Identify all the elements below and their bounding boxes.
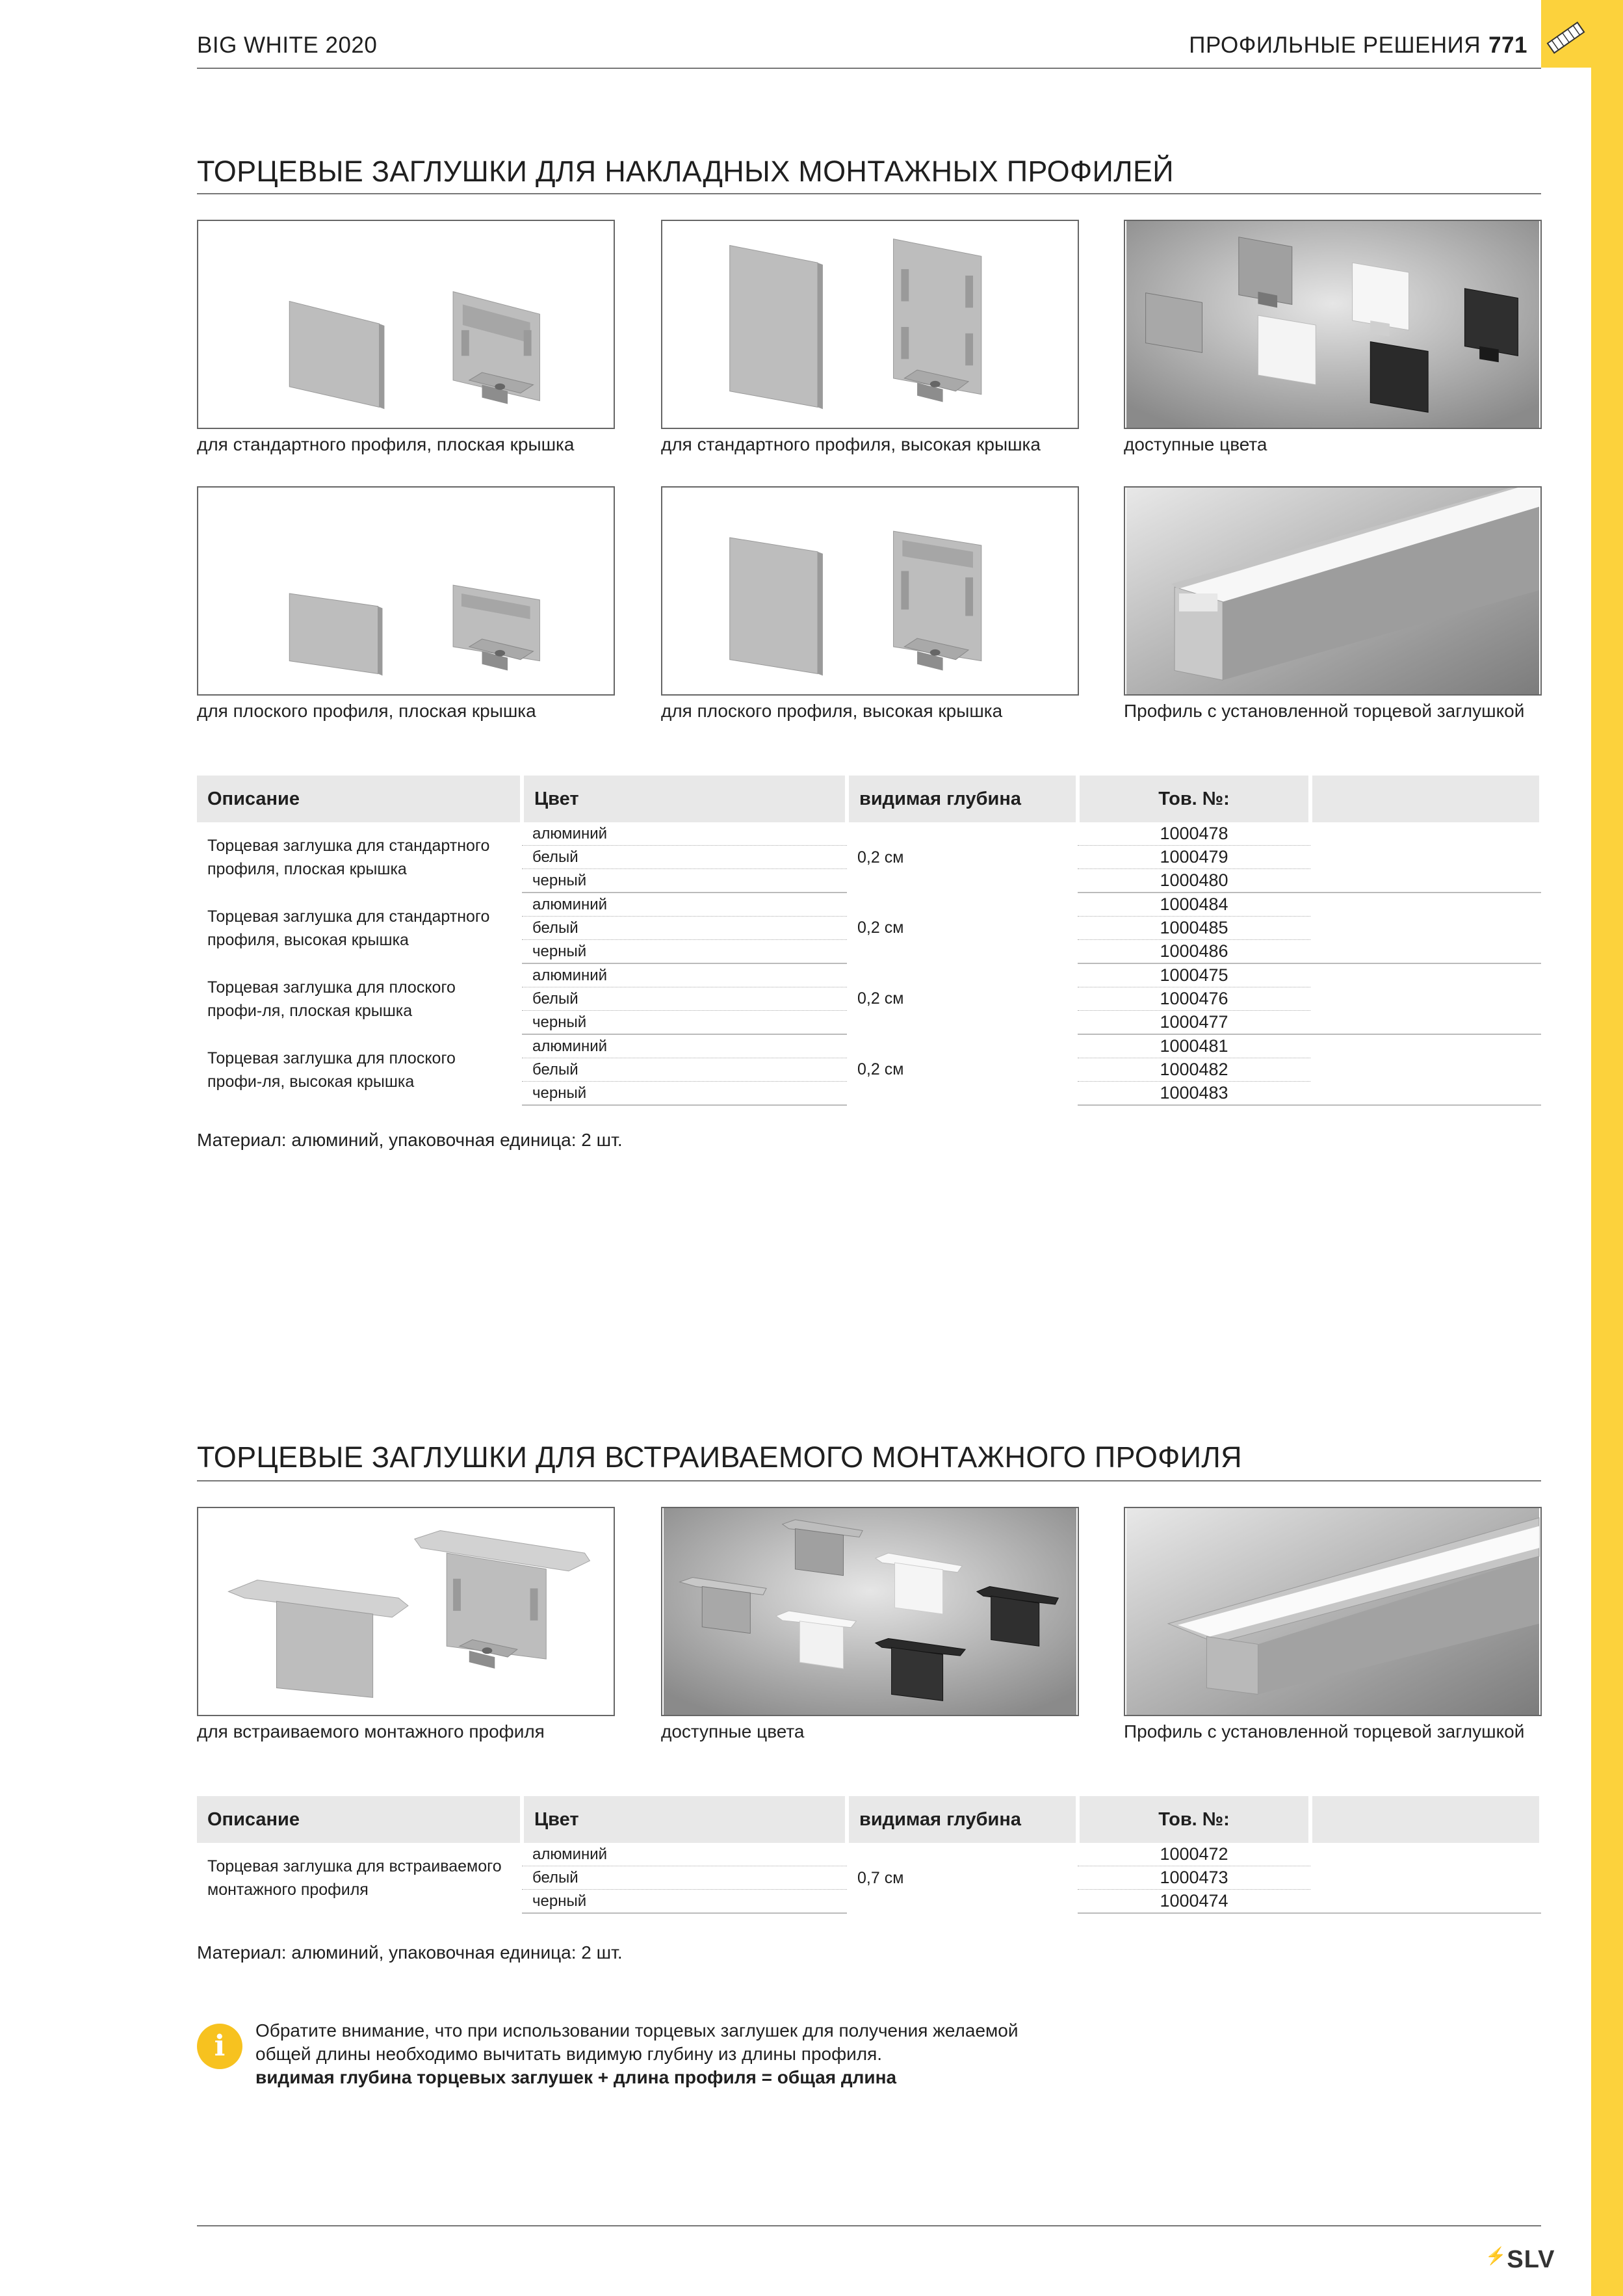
item-number-cell: 1000485: [1078, 917, 1310, 940]
th-description: Описание: [197, 1796, 522, 1843]
color-cell: белый: [522, 917, 847, 940]
desc-cell: Торцевая заглушка для стандартного профиля, плоская крышка: [207, 837, 490, 878]
caption-flat-high: для плоского профиля, высокая крышка: [661, 701, 1003, 721]
item-number-cell: 1000481: [1078, 1034, 1310, 1058]
depth-cell: 0,2 см: [857, 848, 904, 867]
table-row: [197, 963, 1541, 987]
th-depth: видимая глубина: [847, 1796, 1078, 1843]
header-divider: [197, 68, 1541, 69]
catalog-title: BIG WHITE 2020: [197, 33, 378, 58]
th-color: Цвет: [522, 776, 847, 822]
color-cell: алюминий: [522, 1034, 847, 1058]
caption-flat-flat: для плоского профиля, плоская крышка: [197, 701, 536, 721]
product-image-recessed: [197, 1507, 615, 1716]
item-number-cell: 1000472: [1078, 1843, 1310, 1866]
depth-cell: 0,7 см: [857, 1868, 904, 1887]
info-formula: [255, 2066, 1018, 2089]
depth-cell: 0,2 см: [857, 1060, 904, 1078]
color-cell: алюминий: [522, 822, 847, 846]
bolt-icon: ⚡: [1485, 2246, 1507, 2265]
footer-divider: [197, 2225, 1541, 2226]
color-cell: белый: [522, 1866, 847, 1890]
material-note-1: Материал: алюминий, упаковочная единица: 2 шт.: [197, 1130, 623, 1150]
table-row: [197, 1034, 1541, 1058]
chapter-title: ПРОФИЛЬНЫЕ РЕШЕНИЯ: [1189, 33, 1481, 58]
product-image-flat-flat: [197, 486, 615, 696]
item-number-cell: 1000479: [1078, 846, 1310, 869]
product-image-flat-high: [661, 486, 1079, 696]
table-row: [197, 893, 1541, 917]
table-row: [197, 822, 1541, 846]
color-cell: черный: [522, 940, 847, 964]
th-color: Цвет: [522, 1796, 847, 1843]
th-depth: видимая глубина: [847, 776, 1078, 822]
profile-installed-image-recessed: [1124, 1507, 1542, 1716]
chapter-header: [975, 33, 1527, 59]
info-line-1: Обратите внимание, что при использовании торцевых заглушек для получения желаемой: [255, 2020, 1019, 2041]
brand-logo: [1485, 2246, 1555, 2274]
desc-cell: Торцевая заглушка для стандартного профиля, высокая крышка: [207, 907, 490, 949]
caption-available-colors: доступные цвета: [1124, 434, 1267, 454]
table-header-row: [197, 776, 1541, 822]
depth-cell: 0,2 см: [857, 989, 904, 1008]
color-cell: белый: [522, 1058, 847, 1082]
color-cell: белый: [522, 846, 847, 869]
desc-cell: Торцевая заглушка для плоского профи-ля, плоская крышка: [207, 978, 456, 1020]
item-number-cell: 1000482: [1078, 1058, 1310, 1082]
color-cell: алюминий: [522, 893, 847, 917]
caption-standard-flat: для стандартного профиля, плоская крышка: [197, 434, 575, 454]
profile-icon: [1541, 0, 1591, 68]
info-formula-text: видимая глубина торцевых заглушек + длина профиля = общая длина: [255, 2067, 897, 2087]
product-image-standard-flat: [197, 220, 615, 429]
desc-cell: Торцевая заглушка для плоского профи-ля, высокая крышка: [207, 1049, 456, 1091]
item-number-cell: 1000477: [1078, 1011, 1310, 1035]
item-number-cell: 1000478: [1078, 822, 1310, 846]
color-cell: алюминий: [522, 1843, 847, 1866]
table-header-row: [197, 1796, 1541, 1843]
profile-installed-image: [1124, 486, 1542, 696]
item-number-cell: 1000486: [1078, 940, 1310, 964]
side-accent-bar: [1591, 0, 1623, 2296]
th-empty: [1310, 1796, 1541, 1843]
caption-available-colors-2: доступные цвета: [661, 1721, 805, 1742]
spec-table-surface: [197, 776, 1543, 1106]
spec-table-recessed: [197, 1796, 1543, 1914]
item-number-cell: 1000473: [1078, 1866, 1310, 1890]
section2-divider: [197, 1480, 1541, 1481]
item-number-cell: 1000474: [1078, 1890, 1310, 1914]
item-number-cell: 1000480: [1078, 869, 1310, 893]
desc-cell: Торцевая заглушка для встраиваемого монтажного профиля: [207, 1857, 502, 1899]
item-number-cell: 1000483: [1078, 1082, 1310, 1106]
color-cell: алюминий: [522, 963, 847, 987]
item-number-cell: 1000476: [1078, 987, 1310, 1011]
caption-profile-installed-2: Профиль с установленной торцевой заглушкой: [1124, 1721, 1525, 1742]
color-cell: черный: [522, 1011, 847, 1035]
depth-cell: 0,2 см: [857, 919, 904, 937]
available-colors-image: [1124, 220, 1542, 429]
material-note-2: Материал: алюминий, упаковочная единица: 2 шт.: [197, 1942, 623, 1963]
info-line-2: общей длины необходимо вычитать видимую глубину из длины профиля.: [255, 2044, 883, 2064]
section2-title: ТОРЦЕВЫЕ ЗАГЛУШКИ ДЛЯ ВСТРАИВАЕМОГО МОНТАЖНОГО ПРОФИЛЯ: [197, 1441, 1242, 1474]
available-colors-image-recessed: [661, 1507, 1079, 1716]
color-cell: черный: [522, 1890, 847, 1914]
section1-title: ТОРЦЕВЫЕ ЗАГЛУШКИ ДЛЯ НАКЛАДНЫХ МОНТАЖНЫХ ПРОФИЛЕЙ: [197, 155, 1174, 188]
color-cell: черный: [522, 869, 847, 893]
page-number: 771: [1488, 33, 1527, 58]
caption-profile-installed: Профиль с установленной торцевой заглушкой: [1124, 701, 1525, 721]
caption-standard-high: для стандартного профиля, высокая крышка: [661, 434, 1041, 454]
item-number-cell: 1000484: [1078, 893, 1310, 917]
product-image-standard-high: [661, 220, 1079, 429]
color-cell: черный: [522, 1082, 847, 1106]
item-number-cell: 1000475: [1078, 963, 1310, 987]
color-cell: белый: [522, 987, 847, 1011]
caption-recessed: для встраиваемого монтажного профиля: [197, 1721, 545, 1742]
section1-divider: [197, 193, 1541, 194]
brand-logo-text: SLV: [1507, 2246, 1555, 2273]
info-icon: i: [197, 2024, 242, 2069]
th-empty: [1310, 776, 1541, 822]
th-item-number: Тов. №:: [1078, 776, 1310, 822]
table-row: [197, 1843, 1541, 1866]
th-description: Описание: [197, 776, 522, 822]
info-note: [255, 2019, 1018, 2089]
th-item-number: Тов. №:: [1078, 1796, 1310, 1843]
